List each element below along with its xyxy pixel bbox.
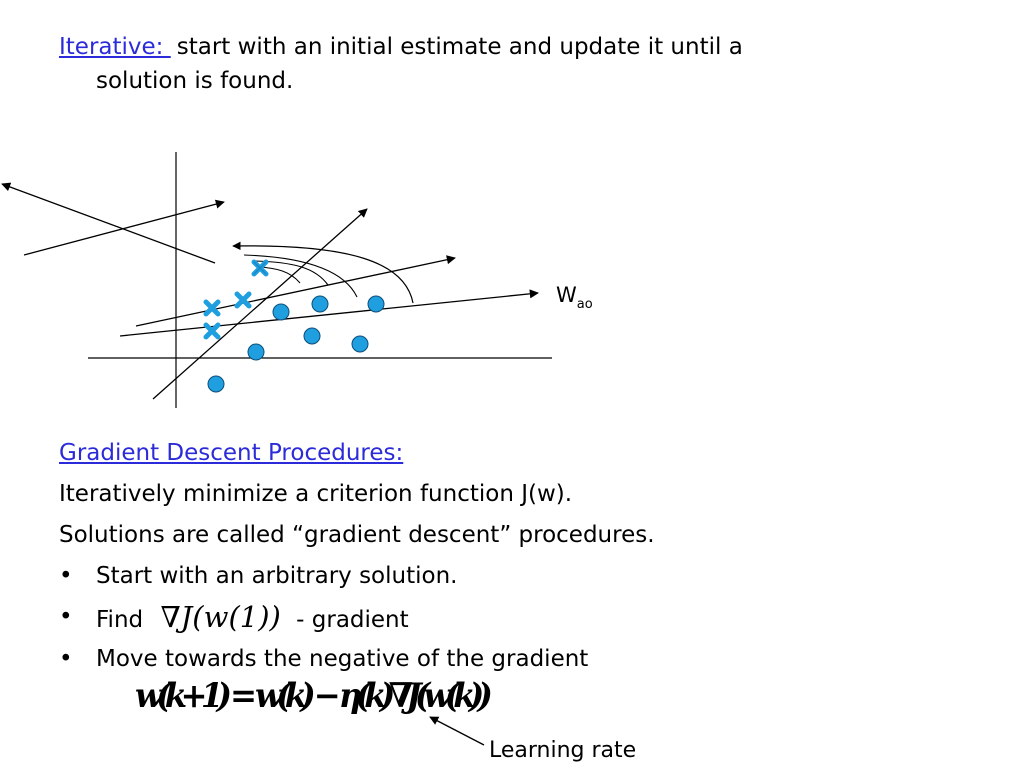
line-a [2, 184, 215, 263]
line-c [153, 209, 367, 399]
cross-marker [237, 294, 249, 306]
gradient-formula: ∇J(w(1)) [160, 600, 281, 634]
circle-marker [312, 296, 328, 312]
bullet-1: Start with an arbitrary solution. [96, 563, 458, 589]
bullet-3: Move towards the negative of the gradient [96, 646, 589, 672]
gd-heading[interactable]: Gradient Descent Procedures: [59, 440, 404, 466]
bullet-2 [96, 600, 409, 637]
circle-marker [248, 344, 264, 360]
circle-marker [208, 376, 224, 392]
learning-rate-pointer [430, 717, 484, 745]
line-wao [120, 293, 538, 336]
rotation-arc-outer [233, 246, 413, 303]
update-rule-formula: w(k+1) = w(k) − η(k)∇J(w(k)) [135, 676, 487, 716]
line-b [24, 202, 224, 255]
weight-label-sub: ao [576, 297, 593, 312]
bullet-2-suffix: - gradient [296, 607, 409, 633]
bullet-dot: • [59, 646, 73, 672]
bullet-dot: • [59, 604, 73, 630]
weight-label [556, 278, 593, 316]
circle-marker [352, 336, 368, 352]
gd-line-2: Solutions are called “gradient descent” procedures. [59, 522, 655, 548]
bullet-2-prefix: Find [96, 607, 144, 633]
line-d [136, 258, 455, 326]
iterative-definition: start with an initial estimate and update it until a [176, 34, 743, 60]
weight-label-main: W [556, 283, 577, 307]
circle-marker [273, 304, 289, 320]
gd-line-1: Iteratively minimize a criterion function J(w). [59, 481, 573, 507]
cross-marker [206, 302, 218, 314]
circle-marker [304, 328, 320, 344]
intro-line-2: solution is found. [96, 68, 294, 94]
learning-rate-label: Learning rate [489, 738, 637, 763]
iterative-link[interactable]: Iterative: [59, 34, 171, 60]
bullet-dot: • [59, 563, 73, 589]
cross-marker [254, 262, 266, 274]
circle-marker [368, 296, 384, 312]
